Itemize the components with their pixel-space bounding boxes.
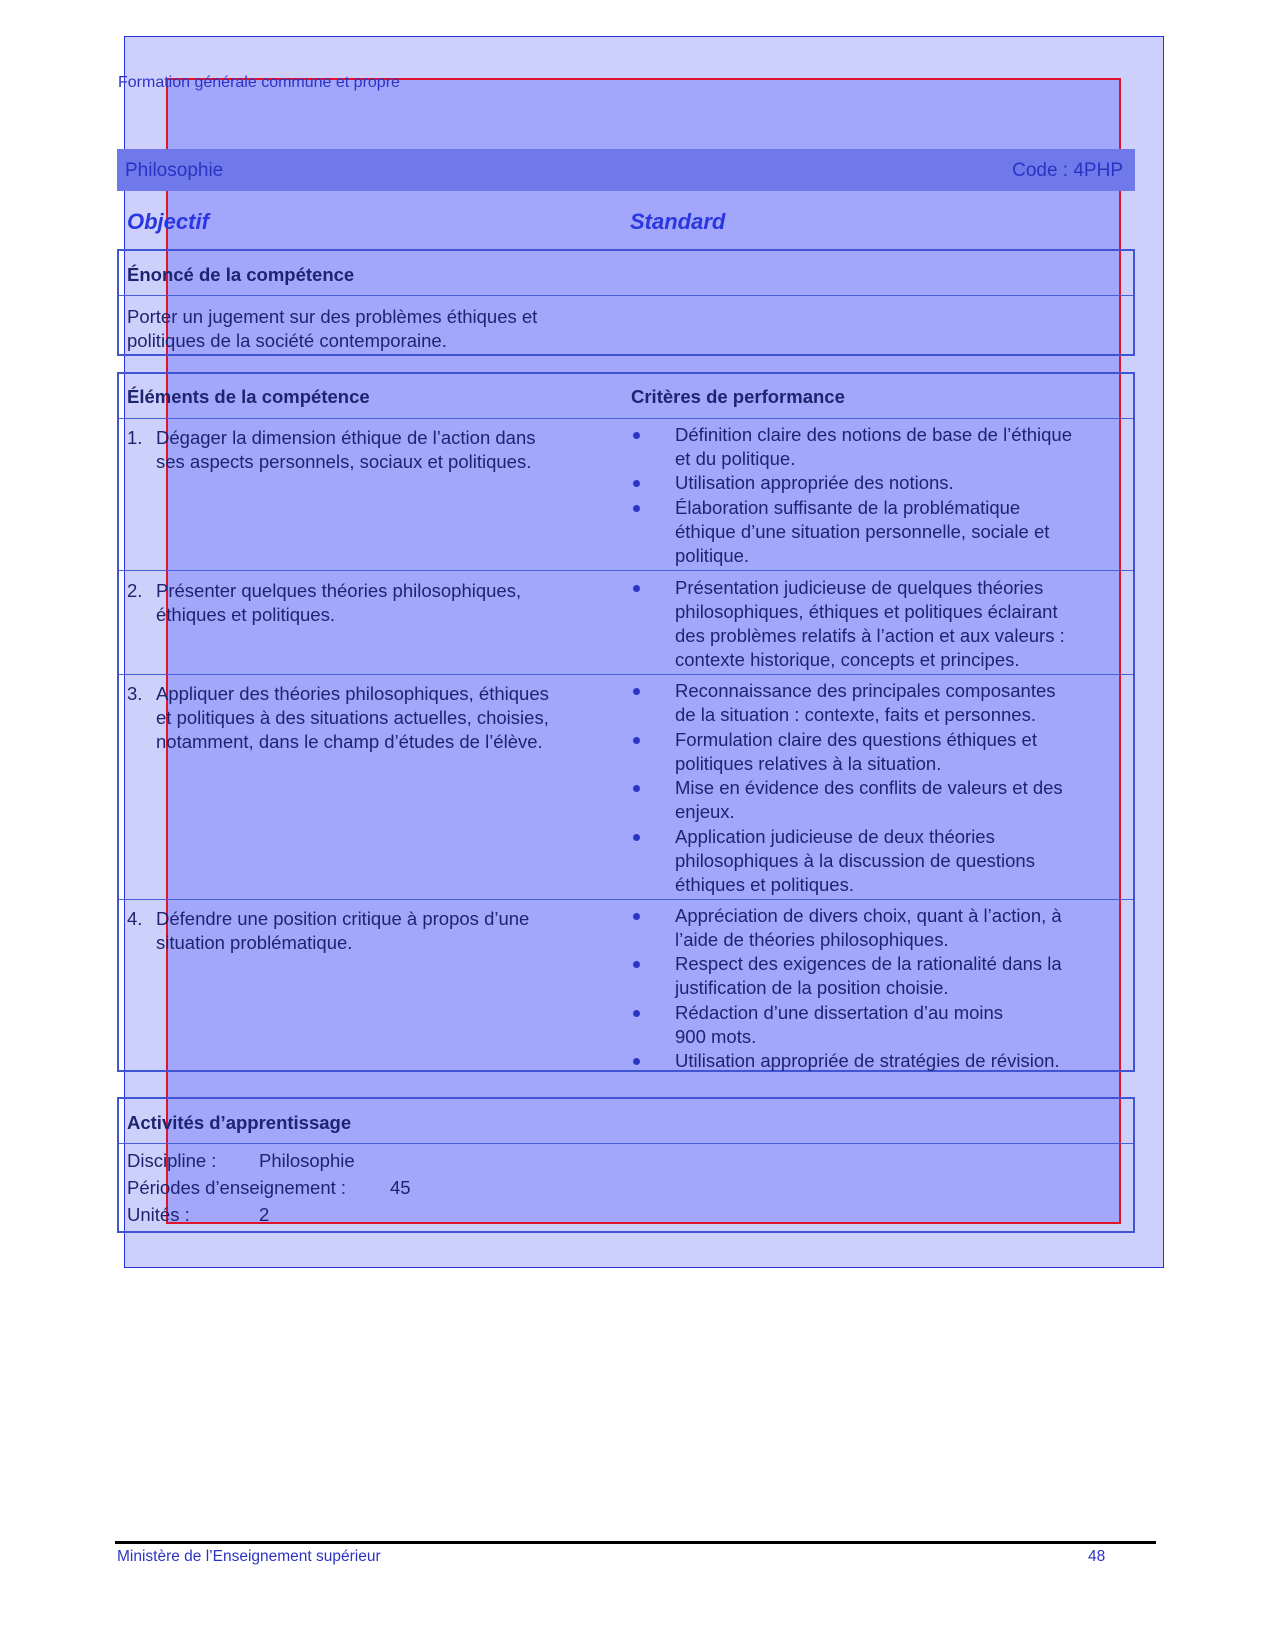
- bullet-icon: [633, 1058, 640, 1065]
- criterion-line: Respect des exigences de la rationalité dans la: [675, 953, 1062, 974]
- discipline-value: Philosophie: [259, 1150, 355, 1171]
- enonce-box: [117, 249, 1135, 356]
- standard-heading: Standard: [630, 209, 726, 234]
- bullet-icon: [633, 834, 640, 841]
- element-line: Dégager la dimension éthique de l’action dans: [156, 427, 536, 448]
- footer-ministry: Ministère de l’Enseignement supérieur: [117, 1548, 381, 1565]
- criterion-line: enjeux.: [675, 801, 735, 822]
- criterion-line: contexte historique, concepts et principes.: [675, 649, 1020, 670]
- criterion-line: Mise en évidence des conflits de valeurs et des: [675, 777, 1063, 798]
- course-title: Philosophie: [125, 160, 224, 181]
- element-line: et politiques à des situations actuelles, choisies,: [156, 707, 549, 728]
- divider: [119, 1143, 1133, 1144]
- element-number: 1.: [127, 427, 143, 448]
- element-line: Présenter quelques théories philosophiques,: [156, 580, 522, 601]
- criterion-line: philosophiques, éthiques et politiques éclairant: [675, 601, 1058, 622]
- criterion-line: Rédaction d’une dissertation d’au moins: [675, 1002, 1004, 1023]
- bullet-icon: [633, 480, 640, 487]
- bullet-icon: [633, 913, 640, 920]
- bullet-icon: [633, 585, 640, 592]
- course-title-bar: [117, 149, 1135, 191]
- criterion-line: Présentation judicieuse de quelques théories: [675, 577, 1044, 598]
- criterion-line: 900 mots.: [675, 1026, 757, 1047]
- enonce-line-2: politiques de la société contemporaine.: [127, 330, 447, 351]
- element-line: éthiques et politiques.: [156, 604, 335, 625]
- criterion-line: politique.: [675, 545, 750, 566]
- element-line: situation problématique.: [156, 932, 353, 953]
- divider: [119, 570, 1133, 571]
- periodes-label: Périodes d’enseignement :: [127, 1177, 347, 1198]
- bullet-icon: [633, 785, 640, 792]
- unites-value: 2: [259, 1204, 270, 1225]
- periodes-value: 45: [390, 1177, 411, 1198]
- criterion-line: Reconnaissance des principales composantes: [675, 680, 1056, 701]
- element-line: Appliquer des théories philosophiques, éthiques: [156, 683, 549, 704]
- criterion-line: éthiques et politiques.: [675, 874, 854, 895]
- criterion-line: Utilisation appropriée de stratégies de révision.: [675, 1050, 1060, 1071]
- criterion-line: Formulation claire des questions éthiques et: [675, 729, 1037, 750]
- bullet-icon: [633, 688, 640, 695]
- footer-rule: [115, 1541, 1156, 1544]
- element-number: 4.: [127, 908, 143, 929]
- discipline-label: Discipline :: [127, 1150, 217, 1171]
- element-line: Défendre une position critique à propos d’une: [156, 908, 530, 929]
- criterion-line: éthique d’une situation personnelle, sociale et: [675, 521, 1050, 542]
- criterion-line: de la situation : contexte, faits et personnes.: [675, 704, 1036, 725]
- bullet-icon: [633, 505, 640, 512]
- enonce-line-1: Porter un jugement sur des problèmes éthiques et: [127, 306, 538, 327]
- competence-table: [117, 372, 1135, 1072]
- criterion-line: politiques relatives à la situation.: [675, 753, 942, 774]
- divider: [119, 899, 1133, 900]
- criterion-line: l’aide de théories philosophiques.: [675, 929, 949, 950]
- element-number: 2.: [127, 580, 143, 601]
- divider: [119, 295, 1133, 296]
- activites-heading: Activités d’apprentissage: [127, 1112, 352, 1133]
- bullet-icon: [633, 737, 640, 744]
- element-number: 3.: [127, 683, 143, 704]
- bullet-icon: [633, 961, 640, 968]
- element-line: ses aspects personnels, sociaux et politiques.: [156, 451, 532, 472]
- activites-box: [117, 1097, 1135, 1233]
- bullet-icon: [633, 432, 640, 439]
- criterion-line: des problèmes relatifs à l’action et aux valeurs :: [675, 625, 1065, 646]
- bullet-icon: [633, 1010, 640, 1017]
- element-line: notamment, dans le champ d’études de l’élève.: [156, 731, 543, 752]
- criterion-line: et du politique.: [675, 448, 796, 469]
- criterion-line: Appréciation de divers choix, quant à l’action, à: [675, 905, 1062, 926]
- divider: [119, 418, 1133, 419]
- criterion-line: Utilisation appropriée des notions.: [675, 472, 954, 493]
- course-code: Code : 4PHP: [1012, 160, 1123, 181]
- objectif-heading: Objectif: [127, 209, 209, 234]
- page-number: 48: [1088, 1548, 1106, 1565]
- criterion-line: Définition claire des notions de base de l’éthique: [675, 424, 1072, 445]
- criterion-line: philosophiques à la discussion de questions: [675, 850, 1035, 871]
- criterion-line: Application judicieuse de deux théories: [675, 826, 995, 847]
- running-header: Formation générale commune et propre: [118, 74, 400, 91]
- unites-label: Unités :: [127, 1204, 190, 1225]
- criteres-heading: Critères de performance: [631, 386, 845, 407]
- divider: [119, 674, 1133, 675]
- criterion-line: Élaboration suffisante de la problématique: [675, 497, 1021, 518]
- elements-heading: Éléments de la compétence: [127, 386, 370, 407]
- criterion-line: justification de la position choisie.: [675, 977, 949, 998]
- enonce-heading: Énoncé de la compétence: [127, 264, 355, 285]
